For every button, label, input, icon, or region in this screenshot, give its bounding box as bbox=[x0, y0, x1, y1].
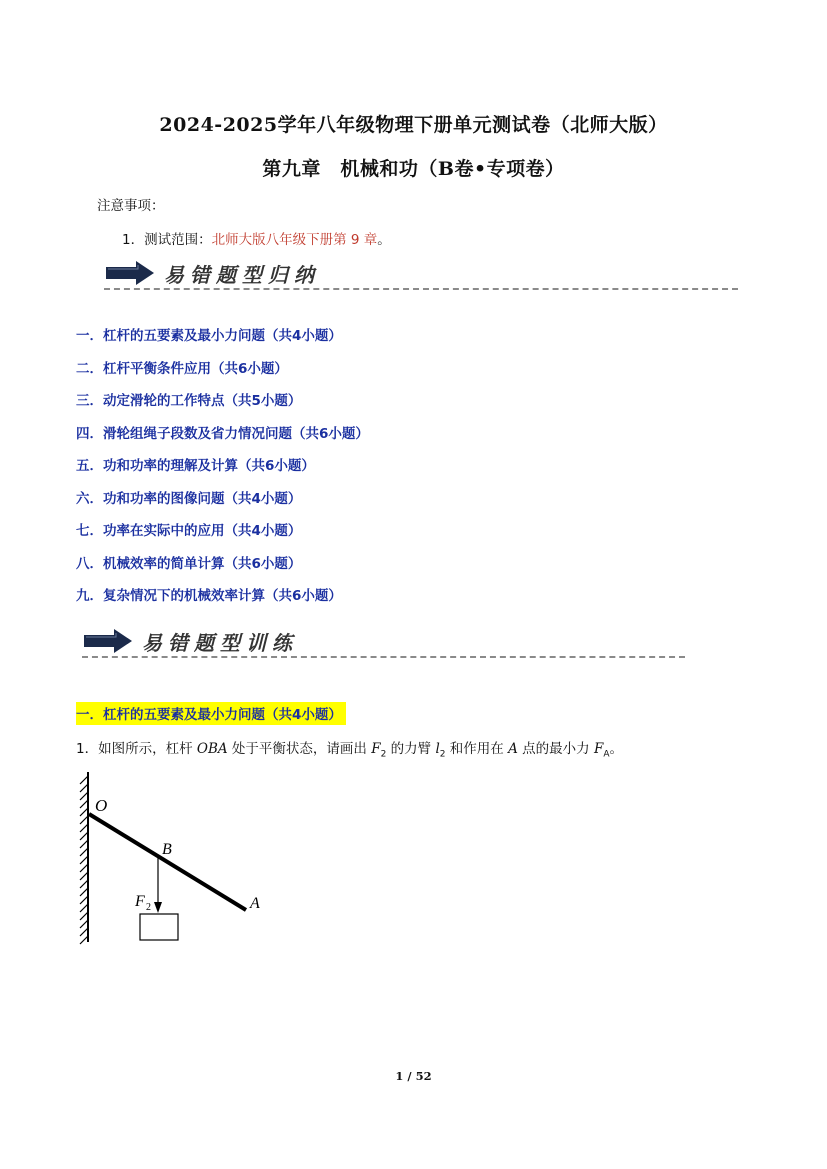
toc-item[interactable]: 三．动定滑轮的工作特点（共5小题） bbox=[76, 393, 302, 409]
question-number: 1． bbox=[76, 741, 99, 757]
subscript: 2 bbox=[380, 749, 387, 760]
page-number: 1 / 52 bbox=[395, 1069, 432, 1083]
label-b: B bbox=[162, 841, 172, 858]
section-heading: 一．杠杆的五要素及最小力问题（共4小题） bbox=[76, 702, 346, 725]
question-text: 如图所示，杠杆 bbox=[98, 741, 197, 757]
label-f-sub: 2 bbox=[146, 902, 151, 913]
question-text: 。 bbox=[609, 741, 623, 757]
training-banner bbox=[82, 624, 685, 658]
notice-heading: 注意事项： bbox=[97, 198, 165, 214]
arrow-down-icon bbox=[154, 902, 162, 913]
question-text: 处于平衡状态，请画出 bbox=[227, 741, 372, 757]
banner-arrow-icon bbox=[82, 628, 134, 654]
toc-item[interactable]: 九．复杂情况下的机械效率计算（共6小题） bbox=[76, 588, 342, 604]
label-o: O bbox=[95, 796, 108, 815]
label-a: A bbox=[250, 895, 260, 912]
test-scope: 北师大版八年级下册第 9 章 bbox=[211, 232, 378, 248]
notice-item bbox=[122, 228, 391, 248]
lever-figure bbox=[70, 770, 280, 950]
var-l: l bbox=[435, 741, 440, 757]
banner-divider bbox=[104, 288, 738, 290]
lever-bar bbox=[89, 814, 246, 910]
var-f: F bbox=[371, 741, 381, 757]
weight-box bbox=[140, 914, 178, 940]
question-text: 的力臂 bbox=[386, 741, 436, 757]
toc-item[interactable]: 二．杠杆平衡条件应用（共6小题） bbox=[76, 361, 288, 377]
toc-item[interactable]: 一．杠杆的五要素及最小力问题（共4小题） bbox=[76, 328, 342, 344]
var-f: F bbox=[593, 741, 604, 757]
question-1 bbox=[76, 737, 623, 760]
question-text: 点的最小力 bbox=[517, 741, 594, 757]
subscript: A bbox=[603, 749, 610, 760]
toc-item[interactable]: 六．功和功率的图像问题（共4小题） bbox=[76, 491, 302, 507]
summary-banner-title: 易错题型归纳 bbox=[164, 263, 320, 287]
var-oba: OBA bbox=[196, 741, 228, 757]
document-title: 2024-2025学年八年级物理下册单元测试卷（北师大版） bbox=[159, 114, 668, 136]
notice-item-suffix: 。 bbox=[377, 232, 391, 248]
var-a: A bbox=[508, 741, 518, 757]
toc-item[interactable]: 四．滑轮组绳子段数及省力情况问题（共6小题） bbox=[76, 426, 369, 442]
toc-item[interactable]: 五．功和功率的理解及计算（共6小题） bbox=[76, 458, 315, 474]
toc-item[interactable]: 七．功率在实际中的应用（共4小题） bbox=[76, 523, 302, 539]
wall-hatch bbox=[80, 772, 88, 944]
toc-item[interactable]: 八．机械效率的简单计算（共6小题） bbox=[76, 556, 302, 572]
summary-banner bbox=[104, 256, 738, 290]
chapter-title: 第九章 机械和功（B卷•专项卷） bbox=[262, 158, 565, 180]
banner-arrow-icon bbox=[104, 260, 156, 286]
training-banner-title: 易错题型训练 bbox=[142, 631, 298, 655]
banner-divider bbox=[82, 656, 685, 658]
notice-item-prefix: 1．测试范围： bbox=[122, 232, 212, 248]
label-f: F bbox=[135, 893, 145, 910]
subscript: 2 bbox=[439, 749, 446, 760]
question-text: 和作用在 bbox=[445, 741, 509, 757]
